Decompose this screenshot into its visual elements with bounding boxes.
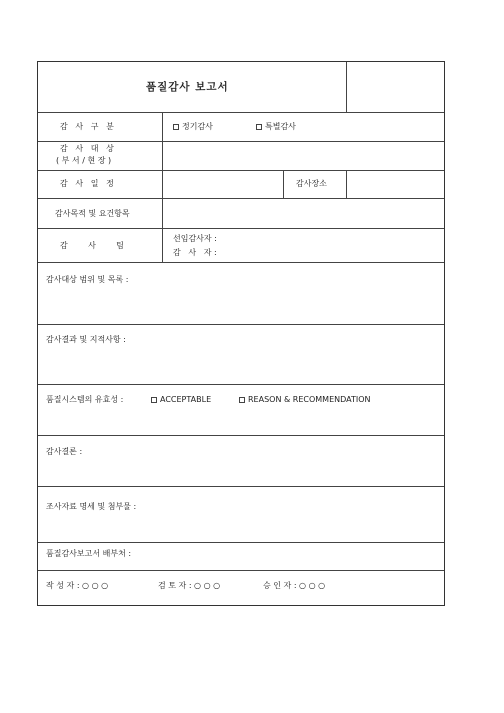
lead-auditor-label: 선임감사자 : (173, 234, 217, 243)
system-validity-label: 품질시스템의 유효성 : (46, 395, 124, 404)
row-divider (38, 324, 444, 325)
acceptable-label: ACCEPTABLE (160, 395, 212, 404)
audit-target-sublabel: ( 부 서 / 현 장 ) (56, 156, 112, 165)
row-divider (38, 384, 444, 385)
row-divider (38, 112, 444, 113)
page-title: 품질감사 보고서 (146, 81, 229, 93)
checkbox-icon[interactable] (151, 397, 157, 403)
special-audit-option[interactable] (256, 123, 296, 131)
row-divider (38, 228, 444, 229)
acceptable-option[interactable] (151, 396, 211, 404)
label-column-divider (162, 112, 163, 262)
audit-purpose-label: 감사목적 및 요건항목 (55, 209, 130, 218)
checkbox-icon[interactable] (239, 397, 245, 403)
distribution-label: 품질감사보고서 배부처 : (46, 549, 132, 558)
reason-recommendation-label: REASON & RECOMMENDATION (248, 395, 371, 404)
place-divider (346, 170, 347, 198)
audit-conclusion-label: 감사결론 : (46, 447, 83, 456)
row-divider (38, 262, 444, 263)
row-divider (38, 141, 444, 142)
regular-audit-option[interactable] (173, 123, 213, 131)
checkbox-icon[interactable] (173, 124, 179, 130)
audit-target-label: 감 사 대 상 (60, 144, 114, 153)
audit-scope-label: 감사대상 범위 및 목록 : (46, 275, 129, 284)
materials-label: 조사자료 명세 및 첨부물 : (46, 502, 137, 511)
approver-signature: 승 인 자 : ○ ○ ○ (263, 581, 326, 590)
author-signature: 작 성 자 : ○ ○ ○ (46, 581, 109, 590)
audit-date-label: 감 사 일 정 (60, 179, 114, 188)
title-divider (346, 62, 347, 112)
auditor-label: 감 사 자 : (173, 248, 217, 257)
row-divider (38, 542, 444, 543)
reviewer-signature: 검 토 자 : ○ ○ ○ (158, 581, 221, 590)
row-divider (38, 170, 444, 171)
audit-report-form (37, 61, 445, 606)
regular-audit-label: 정기감사 (182, 122, 213, 131)
row-divider (38, 570, 444, 571)
audit-team-label: 감 사 팀 (60, 241, 124, 250)
checkbox-icon[interactable] (256, 124, 262, 130)
date-divider (283, 170, 284, 198)
reason-recommendation-option[interactable] (239, 396, 371, 404)
row-divider (38, 198, 444, 199)
row-divider (38, 486, 444, 487)
audit-results-label: 감사결과 및 지적사항 : (46, 335, 126, 344)
audit-place-label: 감사장소 (296, 179, 327, 188)
special-audit-label: 특별감사 (265, 122, 296, 131)
row-divider (38, 435, 444, 436)
audit-type-label: 감 사 구 분 (60, 122, 114, 131)
